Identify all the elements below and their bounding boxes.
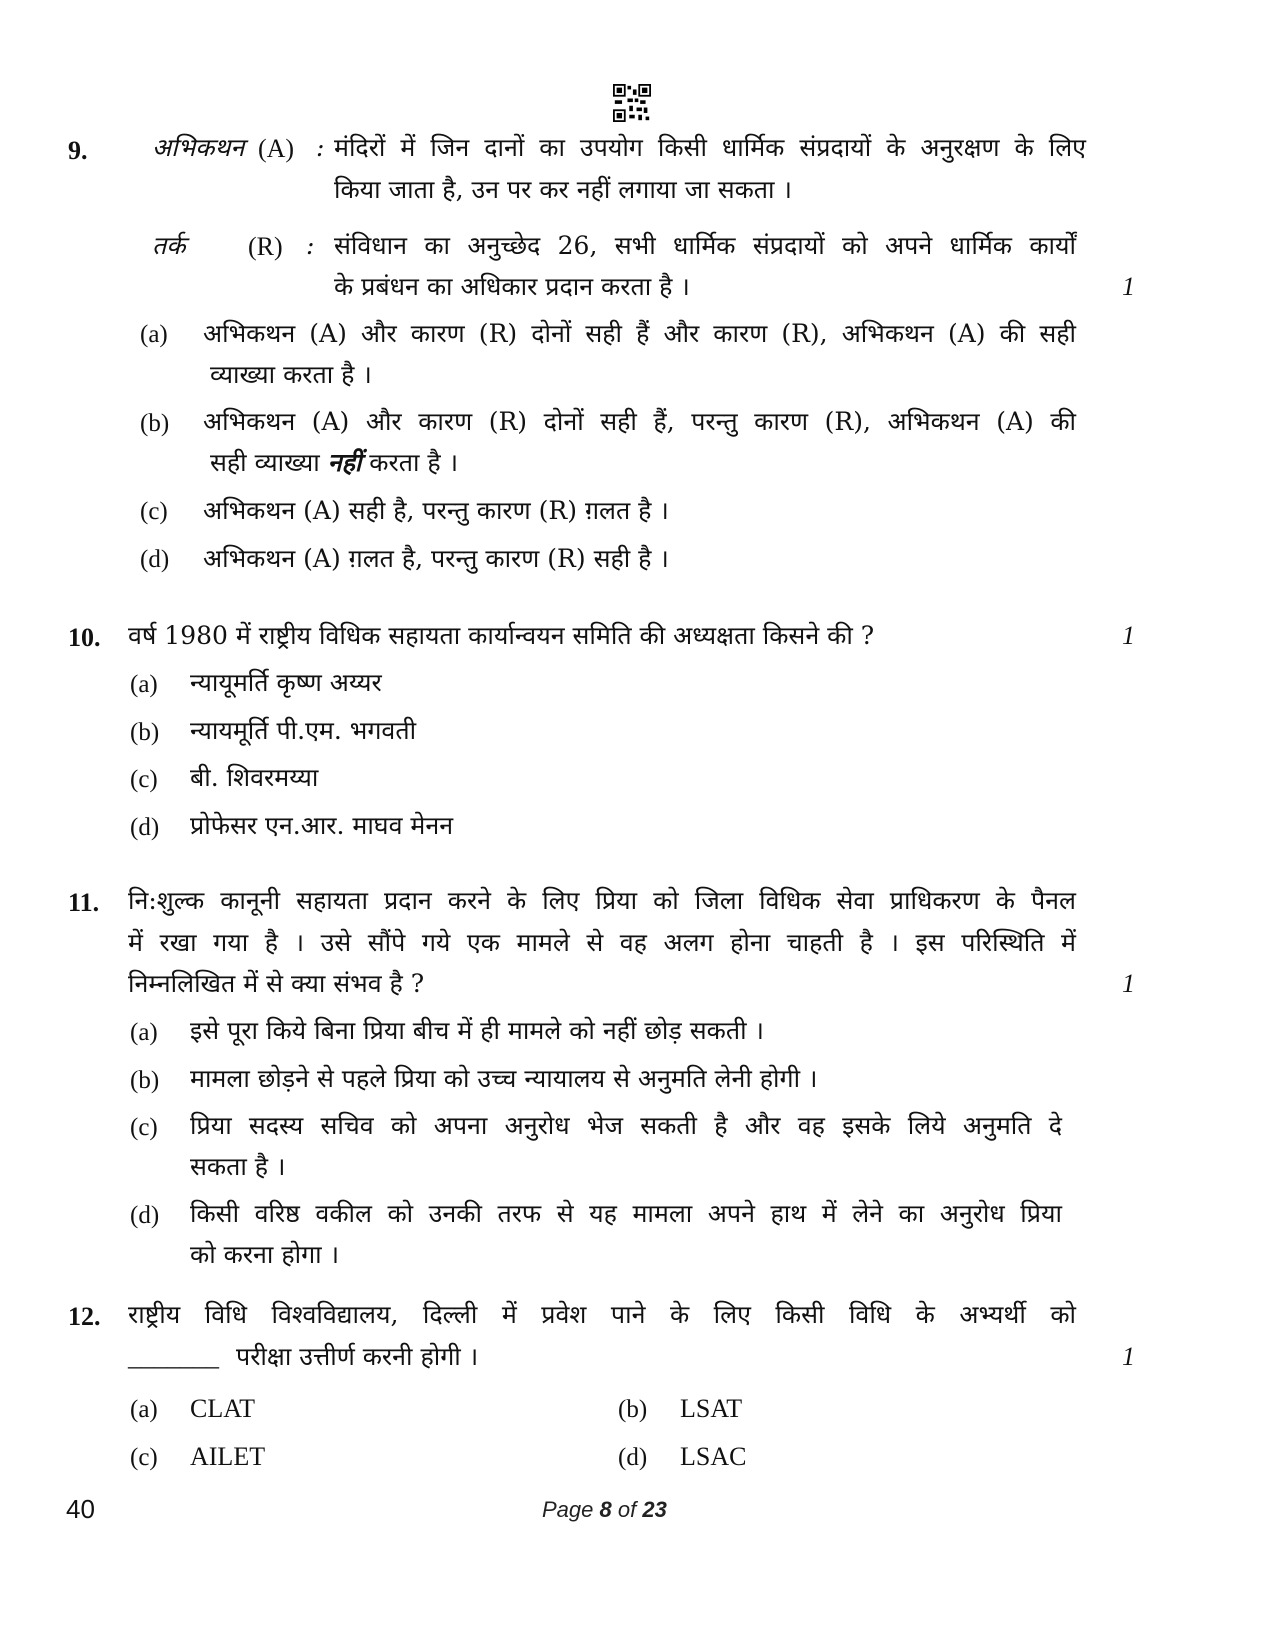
- option-label: (a): [140, 321, 168, 348]
- reason-text: संविधान का अनुच्छेद 26, सभी धार्मिक संप्रदायों को अपने धार्मिक कार्यों: [334, 231, 1076, 260]
- question-text: में रखा गया है । उसे सौंपे गये एक मामले से वह अलग होना चाहती है । इस परिस्थिति में: [128, 928, 1076, 957]
- question-number: 10.: [68, 623, 101, 652]
- option-text: AILET: [190, 1442, 266, 1471]
- separator: :: [306, 231, 315, 260]
- option-label: (b): [130, 1067, 160, 1094]
- option-text: प्रोफेसर एन.आर. माघव मेनन: [190, 811, 454, 840]
- marks: 1: [1122, 621, 1135, 650]
- option-label: (b): [618, 1396, 648, 1423]
- question-number: 9.: [68, 136, 88, 165]
- option-text: बी. शिवरमय्या: [190, 763, 319, 792]
- question-text: वर्ष 1980 में राष्ट्रीय विधिक सहायता कार्यान्वयन समिति की अध्यक्षता किसने की ?: [128, 621, 875, 650]
- question-text: नि:शुल्क कानूनी सहायता प्रदान करने के लिए प्रिया को जिला विधिक सेवा प्राधिकरण के पैनल: [128, 886, 1076, 915]
- option-label: (a): [130, 671, 158, 698]
- marks: 1: [1122, 969, 1135, 998]
- option-text: को करना होगा ।: [190, 1240, 340, 1269]
- option-text: LSAT: [680, 1394, 743, 1423]
- option-label: (c): [130, 766, 158, 793]
- option-text: न्यायमूर्ति पी.एम. भगवती: [190, 716, 417, 745]
- option-text: प्रिया सदस्य सचिव को अपना अनुरोध भेज सकती है और वह इसके लिये अनुमति दे: [190, 1111, 1062, 1140]
- option-text: LSAC: [680, 1442, 747, 1471]
- marks: 1: [1122, 272, 1135, 301]
- option-text: [210, 446, 458, 480]
- marks: 1: [1122, 1342, 1135, 1371]
- question-number: 11.: [68, 888, 100, 917]
- reason-tag: (R): [248, 232, 283, 261]
- page-number: 8: [599, 1497, 612, 1522]
- emphasis-text: नहीं: [327, 448, 362, 477]
- option-text: अभिकथन (A) और कारण (R) दोनों सही हैं, परन्तु कारण (R), अभिकथन (A) की: [203, 407, 1076, 436]
- option-label: (b): [140, 410, 170, 437]
- option-text: अभिकथन (A) सही है, परन्तु कारण (R) ग़लत है ।: [203, 496, 669, 525]
- assertion-text: किया जाता है, उन पर कर नहीं लगाया जा सकता ।: [334, 175, 792, 204]
- option-text: सकता है ।: [190, 1152, 286, 1181]
- question-text: निम्नलिखित में से क्या संभव है ?: [128, 969, 425, 998]
- option-label: (b): [130, 719, 160, 746]
- page-indicator: [542, 1497, 667, 1523]
- page-prefix: Page: [542, 1497, 600, 1522]
- qr-code-icon: [613, 84, 651, 122]
- option-text-part: करता है ।: [369, 448, 459, 477]
- option-label: (d): [618, 1444, 648, 1471]
- option-label: (a): [130, 1396, 158, 1423]
- option-text: मामला छोड़ने से पहले प्रिया को उच्च न्यायालय से अनुमति लेनी होगी ।: [190, 1064, 818, 1093]
- option-label: (c): [130, 1114, 158, 1141]
- option-label: (a): [130, 1019, 158, 1046]
- reason-label: तर्क: [152, 231, 186, 260]
- question-text: परीक्षा उत्तीर्ण करनी होगी ।: [236, 1342, 479, 1371]
- paper-code: 40: [66, 1494, 95, 1524]
- option-text: CLAT: [190, 1394, 255, 1423]
- page-of: of: [611, 1497, 643, 1522]
- assertion-label: अभिकथन: [152, 133, 245, 162]
- option-text: अभिकथन (A) और कारण (R) दोनों सही हैं और कारण (R), अभिकथन (A) की सही: [203, 319, 1076, 348]
- separator: :: [316, 133, 325, 162]
- option-text: व्याख्या करता है ।: [210, 360, 372, 389]
- option-label: (d): [130, 1202, 160, 1229]
- option-label: (d): [140, 546, 170, 573]
- option-text: अभिकथन (A) ग़लत है, परन्तु कारण (R) सही है ।: [203, 544, 669, 573]
- assertion-tag: (A): [258, 134, 295, 163]
- option-text: न्यायूमर्ति कृष्ण अय्यर: [190, 668, 382, 697]
- option-label: (c): [140, 498, 168, 525]
- page-total: 23: [642, 1497, 667, 1522]
- question-text: राष्ट्रीय विधि विश्वविद्यालय, दिल्ली में प्रवेश पाने के लिए किसी विधि के अभ्यर्थी को: [128, 1300, 1076, 1329]
- option-label: (c): [130, 1444, 158, 1471]
- assertion-text: मंदिरों में जिन दानों का उपयोग किसी धार्मिक संप्रदायों के अनुरक्षण के लिए: [334, 133, 1086, 162]
- option-text: किसी वरिष्ठ वकील को उनकी तरफ से यह मामला अपने हाथ में लेने का अनुरोध प्रिया: [190, 1199, 1062, 1228]
- question-number: 12.: [68, 1302, 101, 1331]
- option-text: इसे पूरा किये बिना प्रिया बीच में ही मामले को नहीं छोड़ सकती ।: [190, 1016, 764, 1045]
- blank: _______: [128, 1342, 219, 1371]
- reason-text: के प्रबंधन का अधिकार प्रदान करता है ।: [334, 272, 690, 301]
- option-text-part: सही व्याख्या: [210, 448, 320, 477]
- option-label: (d): [130, 814, 160, 841]
